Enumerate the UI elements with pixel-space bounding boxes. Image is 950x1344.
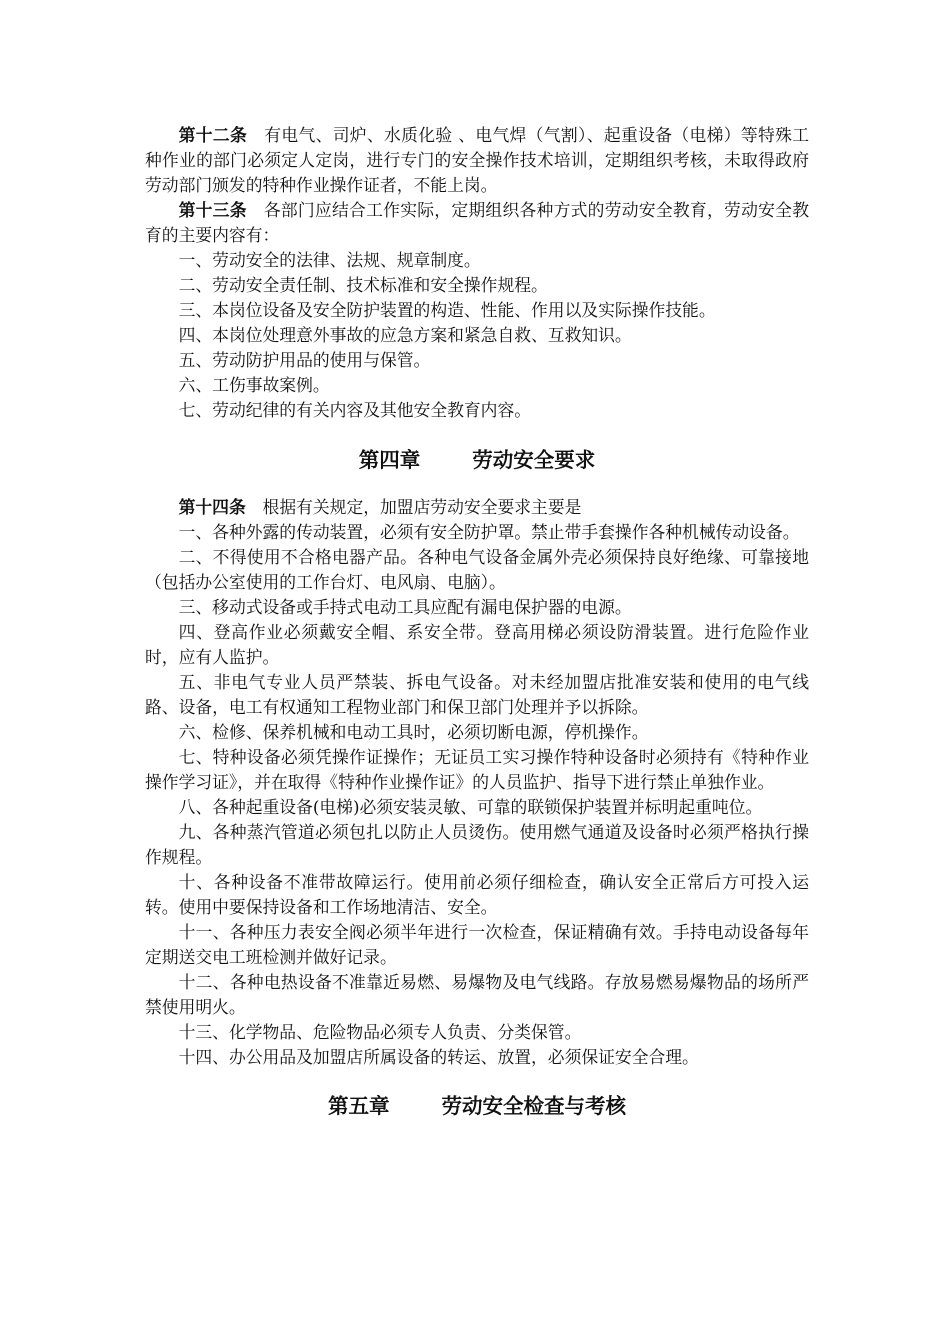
article-14-item: 八、各种起重设备(电梯)必须安装灵敏、可靠的联锁保护装置并标明起重吨位。: [178, 797, 763, 817]
article-13-item: 七、劳动纪律的有关内容及其他安全教育内容。: [178, 400, 532, 420]
article-14-item: 四、登高作业必须戴安全帽、系安全带。登高用梯必须设防滑装置。进行危险作业时，应有人监护。: [145, 622, 809, 667]
article-14-label: 第十四条: [178, 497, 246, 517]
article-14-item: 九、各种蒸汽管道必须包扎以防止人员烫伤。使用燃气通道及设备时必须严格执行操作规程。: [145, 822, 809, 867]
article-13-item: 五、劳动防护用品的使用与保管。: [178, 350, 431, 370]
article-12-label: 第十二条: [178, 125, 248, 145]
article-14-item: 十一、各种压力表安全阀必须半年进行一次检查，保证精确有效。手持电动设备每年定期送交电工班检测并做好记录。: [145, 922, 809, 967]
article-14-item: 三、移动式设备或手持式电动工具应配有漏电保护器的电源。: [178, 597, 632, 617]
chapter-4-heading: [145, 446, 809, 474]
chapter-4-title: 劳动安全要求: [472, 448, 596, 472]
article-14: [145, 495, 809, 520]
article-14-item: 十、各种设备不准带故障运行。使用前必须仔细检查，确认安全正常后方可投入运转。使用中要保持设备和工作场地清洁、安全。: [145, 872, 809, 917]
chapter-5-title: 劳动安全检查与考核: [441, 1094, 626, 1118]
article-13-text: 各部门应结合工作实际，定期组织各种方式的劳动安全教育，劳动安全教育的主要内容有：: [145, 200, 809, 245]
article-12-text: 有电气、司炉、水质化验 、电气焊（气割）、起重设备（电梯）等特殊工种作业的部门必须定人定岗，进行专门的安全操作技术培训，定期组织考核，未取得政府劳动部门颁发的特种作业操作证者，不能上岗。: [145, 125, 809, 195]
article-14-item: 七、特种设备必须凭操作证操作；无证员工实习操作特种设备时必须持有《特种作业操作学习证》，并在取得《特种作业操作证》的人员监护、指导下进行禁止单独作业。: [145, 747, 809, 792]
article-13-item: 二、劳动安全责任制、技术标准和安全操作规程。: [178, 275, 548, 295]
article-13: [145, 198, 809, 248]
article-14-item: 十四、办公用品及加盟店所属设备的转运、放置，必须保证安全合理。: [178, 1047, 699, 1067]
chapter-5-number: 第五章: [328, 1094, 390, 1118]
chapter-5-heading: [145, 1092, 809, 1120]
article-14-item: 十三、化学物品、危险物品必须专人负责、分类保管。: [178, 1022, 582, 1042]
article-13-label: 第十三条: [178, 200, 247, 220]
article-14-item: 五、非电气专业人员严禁装、拆电气设备。对未经加盟店批准安装和使用的电气线路、设备，电工有权通知工程物业部门和保卫部门处理并予以拆除。: [145, 672, 809, 717]
article-13-item: 六、工伤事故案例。: [178, 375, 330, 395]
article-14-text: 根据有关规定，加盟店劳动安全要求主要是: [262, 497, 582, 517]
article-14-item: 一、各种外露的传动装置，必须有安全防护罩。禁止带手套操作各种机械传动设备。: [178, 522, 800, 542]
article-13-item: 四、本岗位处理意外事故的应急方案和紧急自救、互救知识。: [178, 325, 632, 345]
article-13-item: 三、本岗位设备及安全防护装置的构造、性能、作用以及实际操作技能。: [178, 300, 716, 320]
article-14-item: 十二、各种电热设备不准靠近易燃、易爆物及电气线路。存放易燃易爆物品的场所严禁使用明火。: [145, 972, 809, 1017]
article-14-item: 六、检修、保养机械和电动工具时，必须切断电源，停机操作。: [178, 722, 649, 742]
chapter-4-number: 第四章: [358, 448, 421, 472]
article-14-item: 二、不得使用不合格电器产品。各种电气设备金属外壳必须保持良好绝缘、可靠接地（包括办公室使用的工作台灯、电风扇、电脑）。: [145, 547, 809, 592]
article-12: [145, 123, 809, 198]
article-13-item: 一、劳动安全的法律、法规、规章制度。: [178, 250, 481, 270]
